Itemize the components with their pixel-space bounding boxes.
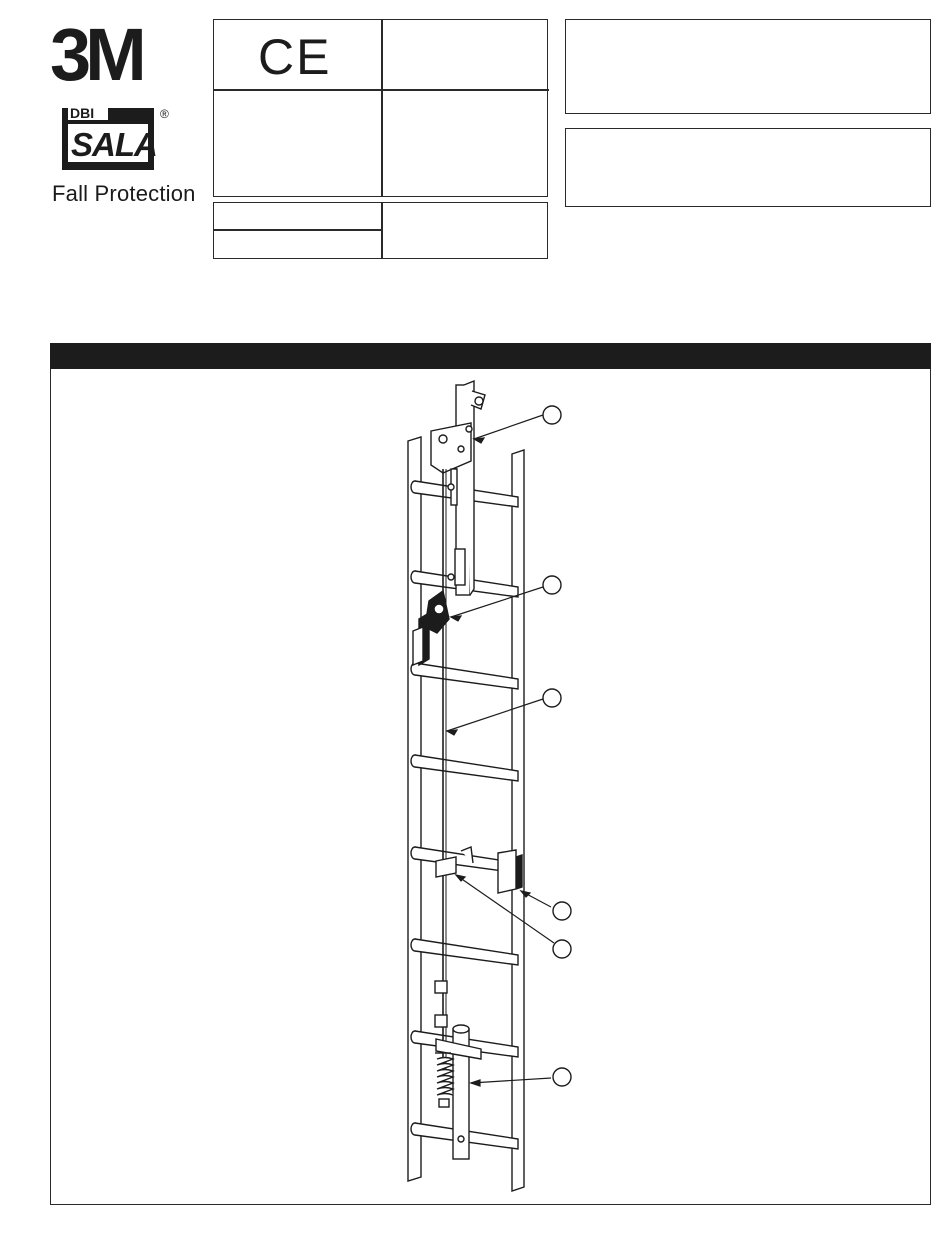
- certification-table: [213, 19, 548, 197]
- callout-2: [543, 576, 561, 594]
- ce-mark-icon: [258, 32, 338, 78]
- 3m-logo-text: 3M: [50, 22, 141, 86]
- leader-1-arrow: [474, 438, 484, 443]
- registered-mark: ®: [160, 107, 169, 121]
- callout-6: [553, 1068, 571, 1086]
- callout-5: [553, 940, 571, 958]
- dbi-sala-logo: [62, 104, 180, 170]
- info-box-bottom: [565, 128, 931, 207]
- leader-3-arrow: [447, 730, 457, 735]
- tagline: Fall Protection: [52, 181, 196, 206]
- callout-3: [543, 689, 561, 707]
- dbi-text: DBI: [70, 105, 95, 121]
- ladder-system-illustration: [51, 369, 932, 1205]
- sala-text: SALA: [71, 126, 157, 163]
- callout-4: [553, 902, 571, 920]
- figure-header-bar: [50, 343, 931, 369]
- rung: [411, 755, 518, 781]
- callout-1: [543, 406, 561, 424]
- info-box-top: [565, 19, 931, 114]
- leader-6-arrow: [471, 1080, 480, 1086]
- 3m-logo: [50, 22, 180, 86]
- rung: [411, 663, 518, 689]
- leader-1: [474, 415, 543, 439]
- rung: [411, 939, 518, 965]
- leader-3: [447, 699, 543, 731]
- svg-text:CE: CE: [258, 32, 332, 78]
- leader-2-arrow: [451, 616, 461, 621]
- cable-clamps: [435, 981, 447, 1027]
- callout-circles: [543, 406, 571, 1086]
- product-code-table: [213, 202, 548, 259]
- leader-6: [471, 1078, 551, 1083]
- figure-panel: [50, 369, 931, 1205]
